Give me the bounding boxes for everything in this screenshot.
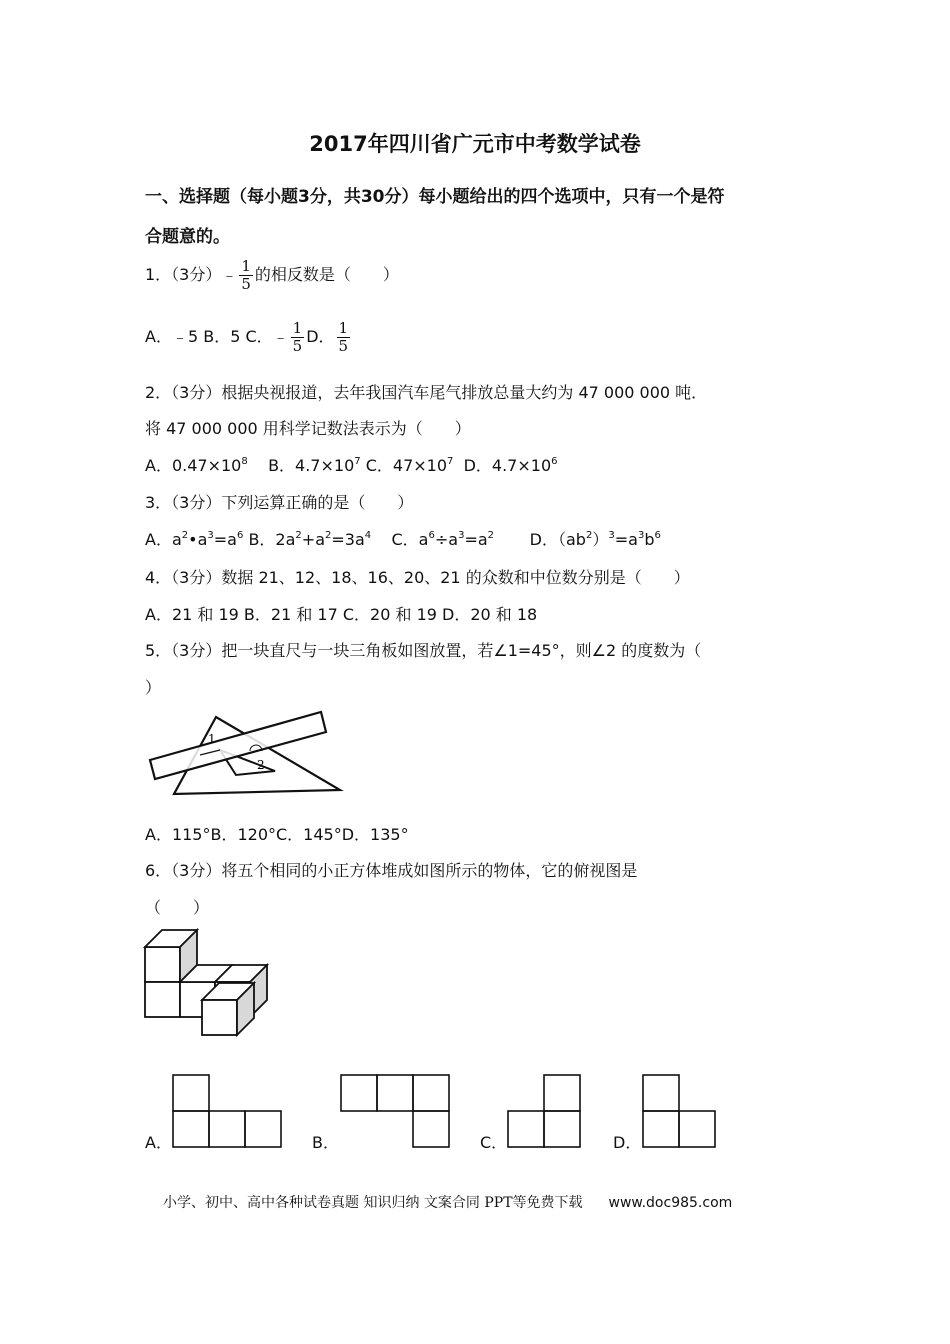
q6-option-b-label: B． xyxy=(312,1133,339,1152)
q6-option-b-figure xyxy=(340,1074,452,1149)
ruler-triangle-figure xyxy=(140,705,350,800)
section-heading-line2: 合题意的。 xyxy=(145,227,230,247)
q3-optA-s3: 3 xyxy=(207,530,214,541)
q2-optB-exp: 7 xyxy=(354,456,361,467)
q3-optD-s1: 2 xyxy=(585,530,593,541)
q2-optA-exp: 8 xyxy=(241,456,248,467)
q1-optC-den: 5 xyxy=(292,337,303,355)
q3-optC-t2: ÷a xyxy=(434,530,459,549)
q3-optB-t0: B．2a xyxy=(248,530,296,549)
q6-option-c-label: C． xyxy=(480,1133,508,1152)
q3-optC-s1: 6 xyxy=(428,530,435,541)
question-3-stem: 3．（3分）下列运算正确的是（ ） xyxy=(145,493,414,512)
q3-optD-s5: 3 xyxy=(637,530,645,541)
q6-option-c-figure xyxy=(507,1074,583,1149)
q2-optC-exp: 7 xyxy=(447,456,454,467)
question-5-line1: 5．（3分）把一块直尺与一块三角板如图放置，若∠1=45°，则∠2 的度数为（ xyxy=(145,641,702,660)
q1-optD-den: 5 xyxy=(338,337,349,355)
q3-optC-s3: 3 xyxy=(458,530,465,541)
question-5-line2: ） xyxy=(145,678,162,697)
q2-optD: D．4.7×10 xyxy=(463,456,552,475)
q3-optA-t4: =a xyxy=(213,530,237,549)
ruler xyxy=(150,712,326,779)
q3-optD-t4: =a xyxy=(614,530,638,549)
q1-optD-label: D． xyxy=(306,327,335,346)
q1-frac-num: 1 xyxy=(241,257,251,275)
q3-optB-t2: +a xyxy=(301,530,326,549)
q6-option-a-figure xyxy=(172,1074,284,1149)
footer-text: 小学、初中、高中各种试卷真题 知识归纳 文案合同 PPT等免费下载 xyxy=(163,1195,583,1211)
question-2-options xyxy=(145,453,558,476)
q1-frac-den: 5 xyxy=(241,275,251,293)
q3-optD-t2: ） xyxy=(592,530,609,549)
q1-optC-fraction xyxy=(291,320,305,355)
page-footer xyxy=(163,1192,732,1212)
q3-optA-s5: 6 xyxy=(236,530,244,541)
q3-optB-s5: 4 xyxy=(364,530,372,541)
question-1-options xyxy=(145,320,352,355)
q2-optB: B．4.7×10 xyxy=(268,456,355,475)
q6-option-d-label: D． xyxy=(613,1133,642,1152)
q2-optD-exp: 6 xyxy=(551,456,558,467)
question-6-line1: 6．（3分）将五个相同的小正方体堆成如图所示的物体，它的俯视图是 xyxy=(145,861,638,880)
q3-optB-t4: =3a xyxy=(331,530,365,549)
question-4-stem: 4．（3分）数据 21、12、18、16、20、21 的众数和中位数分别是（ ） xyxy=(145,568,690,587)
q3-optC-t4: =a xyxy=(464,530,488,549)
q6-option-d-figure xyxy=(642,1074,718,1149)
q3-optC-s5: 2 xyxy=(487,530,495,541)
q3-optD-t0: D．（ab xyxy=(529,530,586,549)
page-title: 2017年四川省广元市中考数学试卷 xyxy=(309,132,641,156)
cube-stack-figure xyxy=(140,925,275,1040)
q1-optD-num: 1 xyxy=(338,319,349,337)
q1-suffix: 的相反数是（ ） xyxy=(254,265,399,284)
q1-fraction xyxy=(239,258,253,293)
question-4-options: A．21 和 19 B．21 和 17 C．20 和 19 D．20 和 18 xyxy=(145,605,538,624)
angle-1-label: 1 xyxy=(208,732,216,746)
q3-optD-s3: 3 xyxy=(608,530,615,541)
q1-optD-fraction xyxy=(337,320,351,355)
angle-2-label: 2 xyxy=(257,758,265,772)
q3-optB-s1: 2 xyxy=(295,530,302,541)
q3-optB-s3: 2 xyxy=(325,530,332,541)
q3-optD-t6: b xyxy=(644,530,655,549)
question-6-line2: （ ） xyxy=(145,898,210,917)
q3-optA-s1: 2 xyxy=(181,530,189,541)
question-2-line2: 将 47 000 000 用科学记数法表示为（ ） xyxy=(145,419,471,438)
q3-optC-t0: C．a xyxy=(391,530,429,549)
section-heading-line1: 一、选择题（每小题3分，共30分）每小题给出的四个选项中，只有一个是符 xyxy=(145,187,725,207)
q3-optD-s7: 6 xyxy=(654,530,661,541)
q2-optA: A．0.47×10 xyxy=(145,456,242,475)
question-2-line1: 2．（3分）根据央视报道，去年我国汽车尾气排放总量大约为 47 000 000 吨． xyxy=(145,383,708,402)
question-1-stem xyxy=(145,258,399,293)
q1-prefix: 1．（3分）﹣ xyxy=(145,265,238,284)
q2-optC: C．47×10 xyxy=(365,456,448,475)
q6-option-a-label: A． xyxy=(145,1133,172,1152)
q3-optA-t2: •a xyxy=(188,530,208,549)
q1-options-prefix: A．﹣5 B．5 C．﹣ xyxy=(145,327,289,346)
q1-optC-num: 1 xyxy=(292,319,303,337)
footer-site-link[interactable]: www.doc985.com xyxy=(608,1195,733,1211)
question-3-options xyxy=(145,527,661,550)
question-5-options: A．115°B．120°C．145°D．135° xyxy=(145,825,409,844)
q3-optA-t0: A．a xyxy=(145,530,182,549)
